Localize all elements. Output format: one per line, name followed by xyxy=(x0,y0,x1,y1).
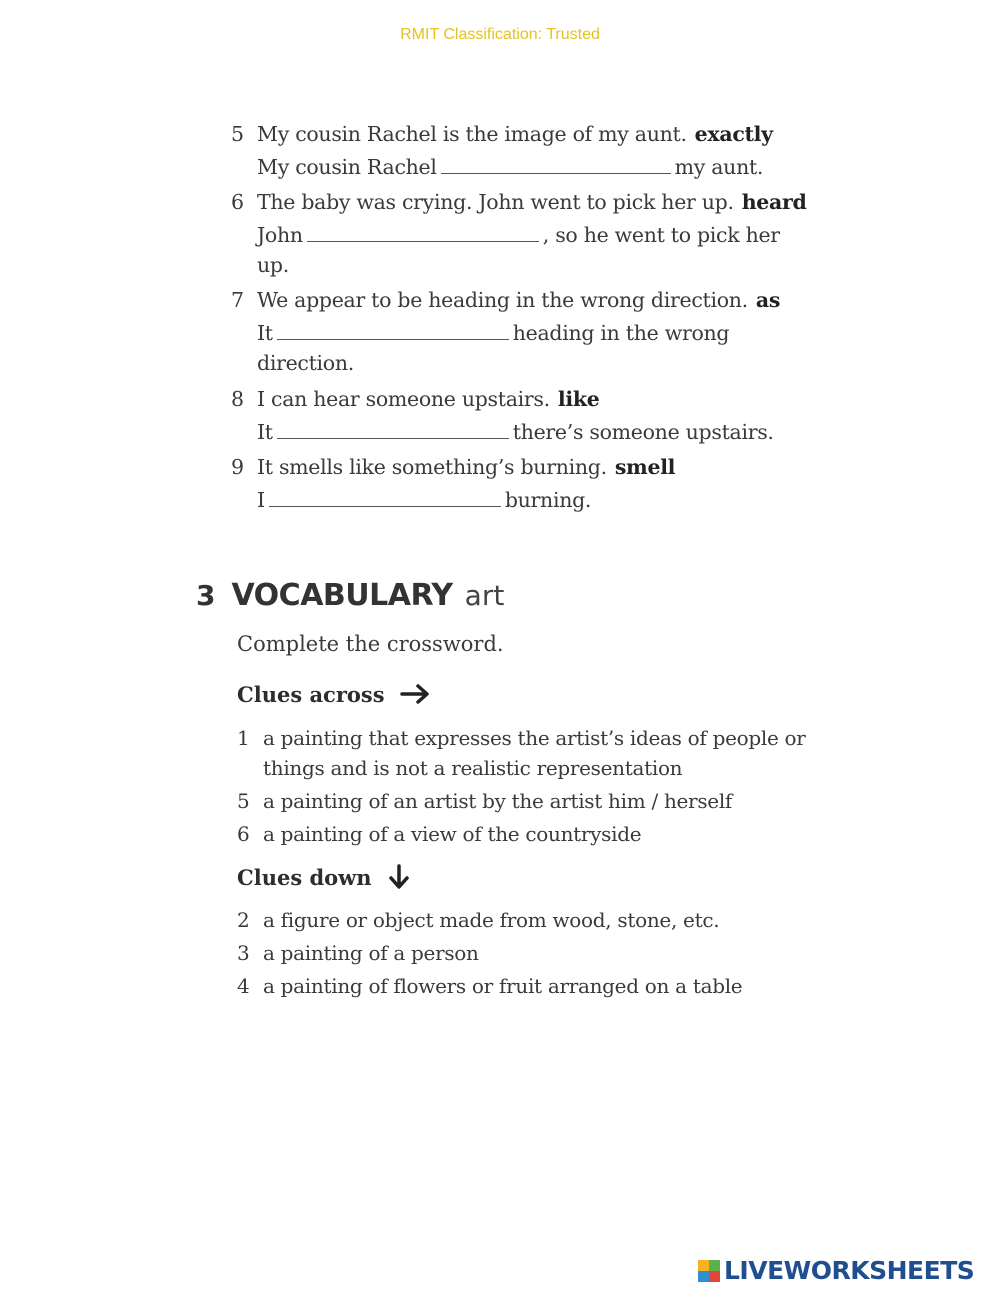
answer-suffix: my aunt. xyxy=(674,155,764,179)
exercise-number: 8 xyxy=(231,387,244,411)
logo-square xyxy=(698,1260,709,1271)
exercise-sentence: We appear to be heading in the wrong direction. xyxy=(257,288,748,312)
answer-blank[interactable] xyxy=(269,484,501,507)
exercise-number: 5 xyxy=(231,122,244,146)
clues-across-heading xyxy=(237,682,432,710)
clue-number: 5 xyxy=(237,789,250,813)
clue-across-item xyxy=(237,786,837,816)
clue-text: a painting of flowers or fruit arranged on a table xyxy=(263,974,743,998)
logo-square xyxy=(709,1260,720,1271)
exercise-7 xyxy=(231,284,831,380)
answer-blank[interactable] xyxy=(307,219,539,242)
exercise-keyword: exactly xyxy=(694,122,773,146)
exercise-6 xyxy=(231,186,831,282)
exercise-9 xyxy=(231,451,831,517)
clue-down-item xyxy=(237,905,837,935)
exercise-sentence: The baby was crying. John went to pick her up. xyxy=(257,190,734,214)
answer-suffix: there’s someone upstairs. xyxy=(512,420,774,444)
exercise-number: 6 xyxy=(231,190,244,214)
liveworksheets-logo xyxy=(698,1256,974,1285)
clue-text: a painting of a view of the countryside xyxy=(263,822,642,846)
logo-icon xyxy=(698,1260,720,1282)
clue-down-item xyxy=(237,938,837,968)
answer-prefix: I xyxy=(257,488,265,512)
exercise-sentence: It smells like something’s burning. xyxy=(257,455,607,479)
clue-number: 6 xyxy=(237,822,250,846)
clue-text: a painting of a person xyxy=(263,941,479,965)
section-subtitle: art xyxy=(464,579,505,612)
clues-across-label: Clues across xyxy=(237,682,385,707)
answer-suffix: heading in the wrong xyxy=(512,321,730,345)
exercise-keyword: like xyxy=(557,387,600,411)
clues-down-label: Clues down xyxy=(237,865,372,890)
exercise-keyword: smell xyxy=(614,455,676,479)
clue-across-item xyxy=(237,819,837,849)
clues-down-heading xyxy=(237,864,411,895)
section-title: VOCABULARY xyxy=(231,578,453,613)
clue-text: a figure or object made from wood, stone, etc. xyxy=(263,908,720,932)
classification-label: RMIT Classification: Trusted xyxy=(400,26,600,43)
clue-number: 2 xyxy=(237,908,250,932)
clue-number: 4 xyxy=(237,974,250,998)
logo-square xyxy=(698,1271,709,1282)
clue-across-item xyxy=(237,723,837,783)
arrow-right-icon xyxy=(400,683,432,710)
answer-blank[interactable] xyxy=(441,151,671,174)
clue-number: 3 xyxy=(237,941,250,965)
arrow-down-icon xyxy=(387,864,411,895)
answer-continuation: direction. xyxy=(257,351,354,375)
section-heading xyxy=(196,578,504,613)
answer-suffix: burning. xyxy=(504,488,592,512)
exercise-keyword: heard xyxy=(741,190,807,214)
clue-down-item xyxy=(237,971,837,1001)
logo-text: LIVEWORKSHEETS xyxy=(724,1256,975,1285)
answer-blank[interactable] xyxy=(277,317,509,340)
clue-text: a painting that expresses the artist’s ideas of people or things and is not a realistic representation xyxy=(263,726,806,780)
answer-suffix: , so he went to pick her xyxy=(542,223,780,247)
answer-prefix: It xyxy=(257,321,273,345)
answer-continuation: up. xyxy=(257,253,289,277)
clue-text: a painting of an artist by the artist him / herself xyxy=(263,789,733,813)
answer-blank[interactable] xyxy=(277,416,509,439)
exercise-sentence: My cousin Rachel is the image of my aunt. xyxy=(257,122,687,146)
section-number: 3 xyxy=(196,579,216,612)
exercise-keyword: as xyxy=(755,288,781,312)
answer-prefix: It xyxy=(257,420,273,444)
instruction-text: Complete the crossword. xyxy=(237,632,504,656)
exercise-8 xyxy=(231,383,831,449)
exercise-sentence: I can hear someone upstairs. xyxy=(257,387,550,411)
clue-number: 1 xyxy=(237,726,250,750)
answer-prefix: My cousin Rachel xyxy=(257,155,437,179)
logo-square xyxy=(709,1271,720,1282)
exercise-number: 7 xyxy=(231,288,244,312)
exercise-5 xyxy=(231,118,831,184)
answer-prefix: John xyxy=(257,223,303,247)
exercise-number: 9 xyxy=(231,455,244,479)
